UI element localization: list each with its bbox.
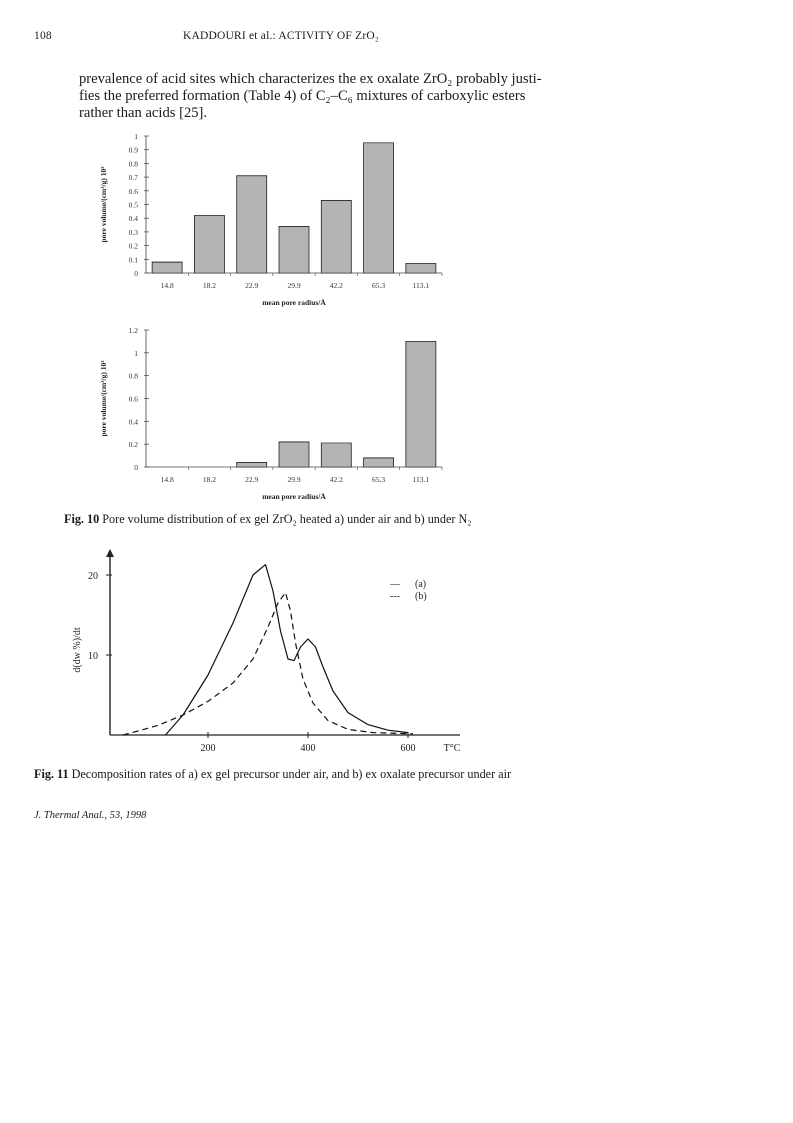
bar [279,442,309,467]
fig11-caption-label: Fig. 11 [34,767,69,781]
x-tick-label: 113.1 [412,281,430,290]
x-unit-label: T°C [443,743,461,754]
y-tick-label: 0.8 [128,371,138,381]
y-tick-label: 0.7 [128,173,138,183]
legend-mark: --- [390,591,400,602]
y-tick-label: 0.6 [128,186,138,196]
fig11-caption [34,767,511,782]
legend-label: (b) [415,591,427,602]
series-b-line [123,593,413,735]
y-axis-arrow [106,549,114,557]
bar [279,226,309,273]
series-a-line [166,565,409,735]
x-tick-label: 14.8 [160,475,174,484]
bar [194,215,224,273]
x-tick-label: 14.8 [160,281,174,290]
bar [321,443,351,467]
x-tick-label: 22.9 [245,281,259,290]
y-tick-label: 1 [134,132,138,141]
body-paragraph [79,71,549,122]
bar [237,462,267,467]
legend-mark: — [390,579,400,590]
x-tick-label: 22.9 [245,475,259,484]
journal-footer: J. Thermal Anal., 53, 1998 [34,810,147,821]
x-tick-label: 65.3 [372,281,386,290]
bar [364,458,394,467]
pore-volume-chart-air [80,128,480,316]
bar [406,341,436,467]
x-tick-label: 29.9 [287,475,301,484]
bar [321,200,351,273]
legend-label: (a) [415,579,427,590]
fig10-caption [64,512,472,527]
x-tick-label: 29.9 [287,281,301,290]
bar [406,263,436,273]
page-number: 108 [34,30,52,42]
y-tick-label: 0.4 [128,214,138,224]
y-tick-label: 0.5 [128,200,138,210]
y-tick-label: 0.4 [128,417,138,427]
fig10-caption-label: Fig. 10 [64,512,100,526]
x-tick-label: 42.2 [329,281,343,290]
fig10-caption-text: Pore volume distribution of ex gel ZrO₂ heated a) under air and b) under N₂ [99,512,472,526]
paragraph-line: prevalence of acid sites which characterizes the ex oxalate ZrO₂ probably justi- [79,71,542,87]
y-tick-label: 0.1 [128,255,138,265]
y-tick-label: 10 [88,651,98,662]
x-tick-label: 65.3 [372,475,386,484]
y-tick-label: 0 [134,463,138,472]
y-tick-label: 0 [134,269,138,278]
x-axis-label: mean pore radius/Å [262,492,326,501]
running-title: KADDOURI et al.: ACTIVITY OF ZrO₂ [183,30,380,42]
x-tick-label: 18.2 [202,475,216,484]
bar [364,143,394,273]
x-tick-label: 600 [400,743,416,754]
y-tick-label: 0.2 [128,440,138,450]
y-tick-label: 0.9 [128,145,138,155]
y-tick-label: 0.8 [128,159,138,169]
paragraph-line: fies the preferred formation (Table 4) of C₂–C₆ mixtures of carboxylic esters [79,88,526,104]
y-axis-label: pore volume/(cm³/g) 10³ [99,360,108,437]
y-tick-label: 1.2 [128,326,138,335]
y-axis-label: pore volume/(cm³/g) 10³ [99,166,108,243]
x-tick-label: 400 [300,743,316,754]
pore-volume-chart-n2 [80,322,480,512]
decomposition-rate-chart [60,545,490,760]
x-axis-label: mean pore radius/Å [262,298,326,307]
bar [152,262,182,273]
x-tick-label: 18.2 [202,281,216,290]
paragraph-line: rather than acids [25]. [79,105,208,121]
x-tick-label: 113.1 [412,475,430,484]
bar [237,176,267,273]
x-tick-label: 200 [200,743,216,754]
y-tick-label: 1 [134,348,138,358]
y-tick-label: 0.3 [128,227,138,237]
y-tick-label: 20 [88,571,98,582]
y-tick-label: 0.2 [128,241,138,251]
x-tick-label: 42.2 [329,475,343,484]
fig11-caption-text: Decomposition rates of a) ex gel precursor under air, and b) ex oxalate precursor under air [68,767,512,781]
y-tick-label: 0.6 [128,394,138,404]
y-axis-label: d(dw %)/dt [72,627,83,673]
